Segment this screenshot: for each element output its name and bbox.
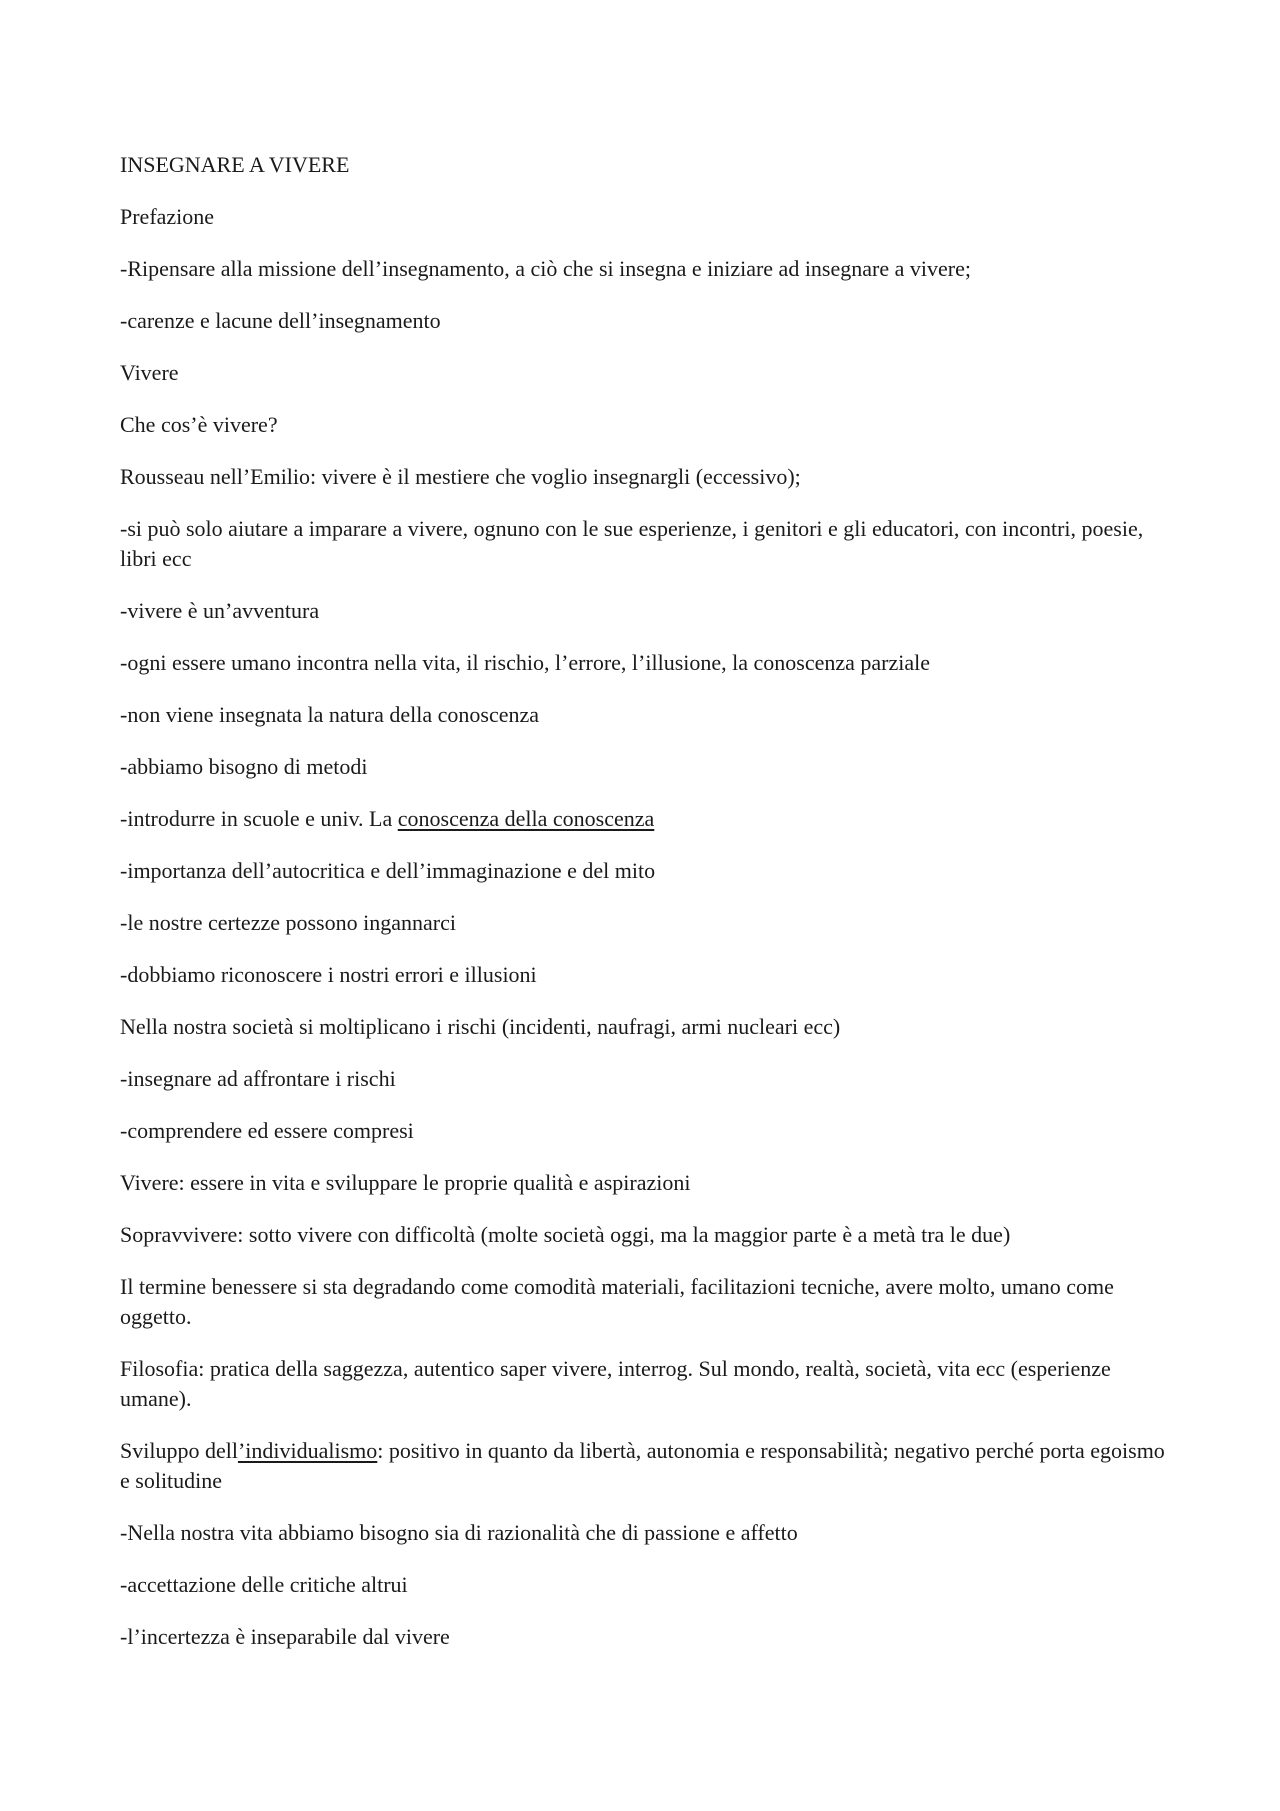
text-run: : positivo in quanto da libertà, autonomia e responsabilità; negativo perché porta egoismo e solitudine (120, 1438, 1165, 1493)
text-run: Sviluppo dell (120, 1438, 238, 1463)
paragraph: Vivere (120, 360, 179, 385)
paragraph: -accettazione delle critiche altrui (120, 1572, 408, 1597)
paragraph-with-underline (120, 1436, 1170, 1496)
paragraph: Filosofia: pratica della saggezza, autentico saper vivere, interrog. Sul mondo, realtà, società, vita ecc (esperienze umane). (120, 1356, 1111, 1411)
underlined-text: ’individualismo (237, 1438, 378, 1463)
document-page (120, 150, 1170, 1674)
text-run: -introdurre in scuole e univ. La (120, 806, 398, 831)
paragraph: -abbiamo bisogno di metodi (120, 754, 368, 779)
paragraph: Nella nostra società si moltiplicano i rischi (incidenti, naufragi, armi nucleari ecc) (120, 1014, 841, 1039)
paragraph: Sopravvivere: sotto vivere con difficoltà (molte società oggi, ma la maggior parte è a metà tra le due) (120, 1222, 1011, 1247)
document-title: INSEGNARE A VIVERE (120, 152, 350, 177)
paragraph: -insegnare ad affrontare i rischi (120, 1066, 396, 1091)
paragraph-with-underline (120, 804, 1170, 834)
paragraph: Rousseau nell’Emilio: vivere è il mestiere che voglio insegnargli (eccessivo); (120, 464, 801, 489)
paragraph: Che cos’è vivere? (120, 412, 278, 437)
paragraph: Il termine benessere si sta degradando come comodità materiali, facilitazioni tecniche, avere molto, umano come oggetto. (120, 1274, 1114, 1329)
paragraph: Vivere: essere in vita e sviluppare le proprie qualità e aspirazioni (120, 1170, 691, 1195)
paragraph: -vivere è un’avventura (120, 598, 320, 623)
paragraph: -l’incertezza è inseparabile dal vivere (120, 1624, 450, 1649)
paragraph: -ogni essere umano incontra nella vita, il rischio, l’errore, l’illusione, la conoscenza parziale (120, 650, 931, 675)
paragraph: -carenze e lacune dell’insegnamento (120, 308, 441, 333)
paragraph: -Ripensare alla missione dell’insegnamento, a ciò che si insegna e iniziare ad insegnare a vivere; (120, 256, 971, 281)
paragraph: -si può solo aiutare a imparare a vivere, ognuno con le sue esperienze, i genitori e gli educatori, con incontri, poesie, libri ecc (120, 516, 1144, 571)
underlined-text: conoscenza della conoscenza (397, 806, 655, 831)
paragraph: -dobbiamo riconoscere i nostri errori e illusioni (120, 962, 537, 987)
paragraph: -le nostre certezze possono ingannarci (120, 910, 456, 935)
paragraph: -Nella nostra vita abbiamo bisogno sia di razionalità che di passione e affetto (120, 1520, 798, 1545)
paragraph: -importanza dell’autocritica e dell’immaginazione e del mito (120, 858, 656, 883)
paragraph: -non viene insegnata la natura della conoscenza (120, 702, 540, 727)
paragraph: Prefazione (120, 204, 215, 229)
paragraph: -comprendere ed essere compresi (120, 1118, 414, 1143)
